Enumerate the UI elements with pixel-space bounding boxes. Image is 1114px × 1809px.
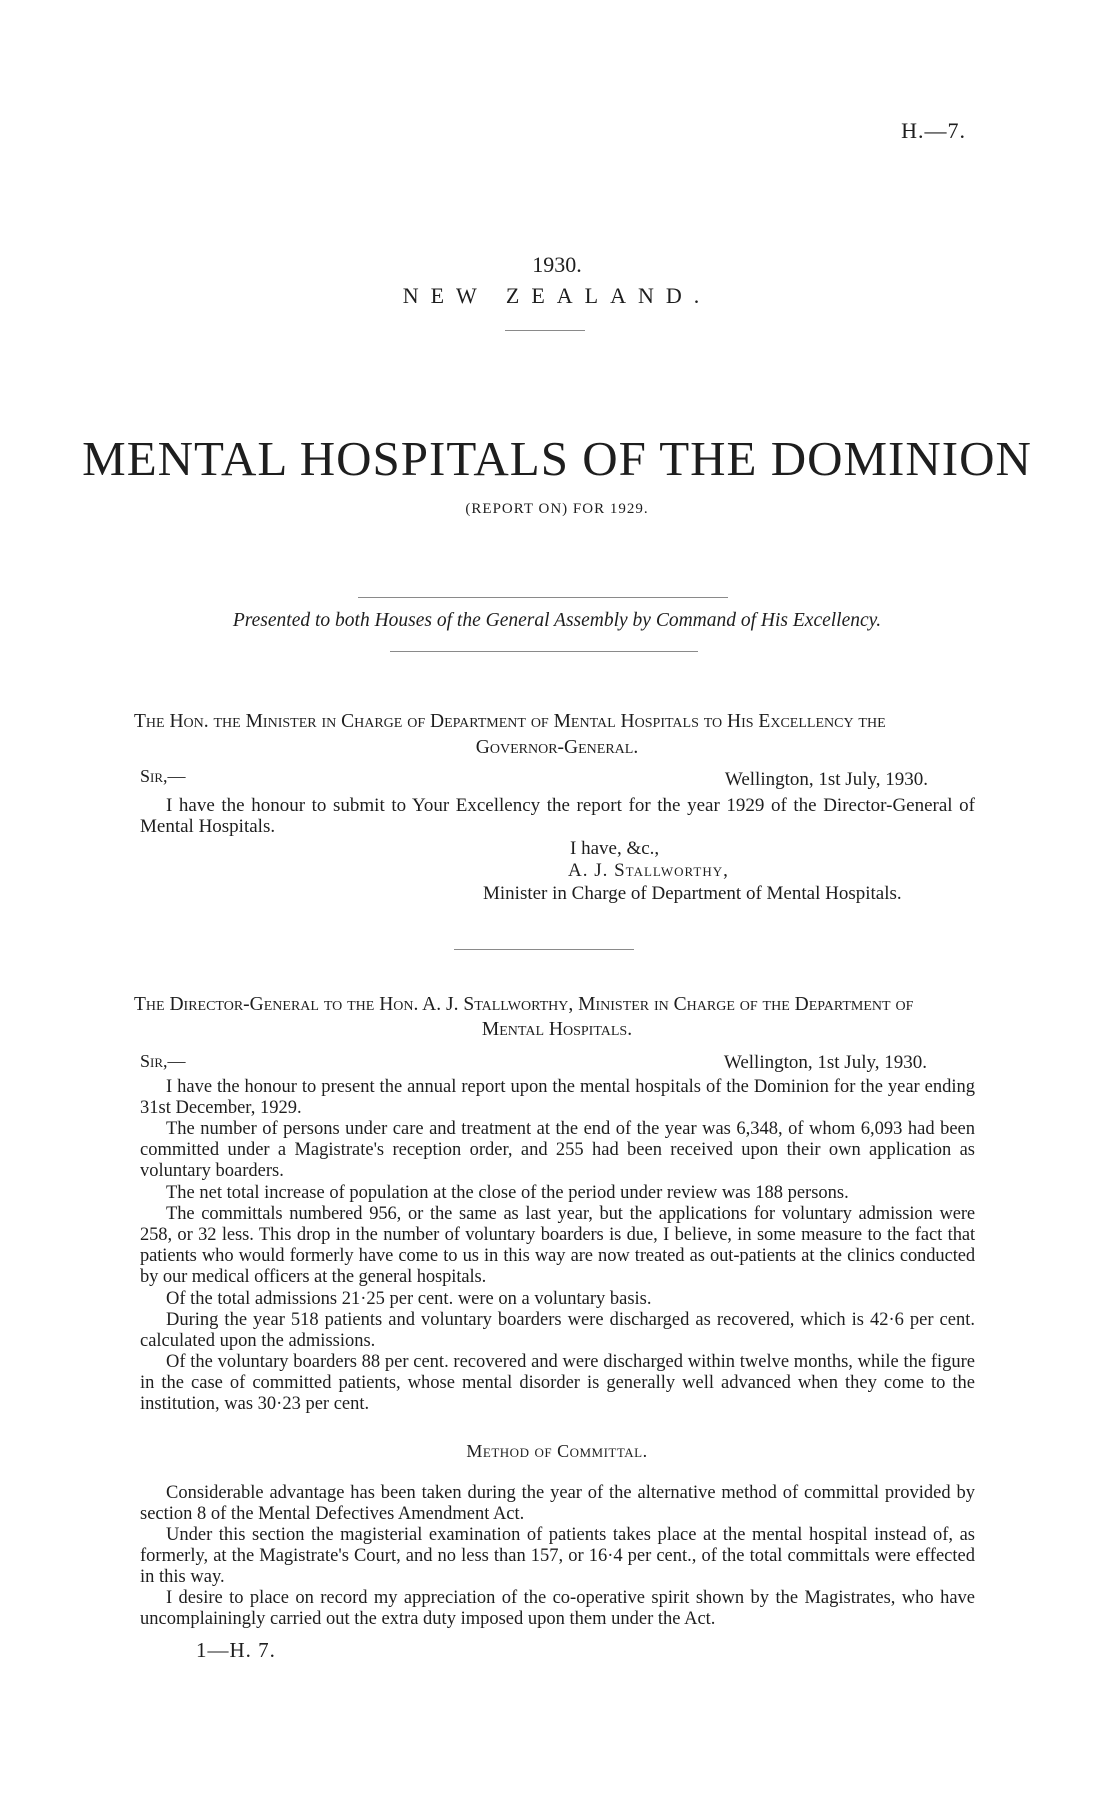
page-reference: H.—7. bbox=[901, 118, 966, 143]
main-title: MENTAL HOSPITALS OF THE DOMINION bbox=[82, 431, 1032, 486]
country-name: NEW ZEALAND. bbox=[402, 283, 712, 308]
letter1-signatory-title: Minister in Charge of Department of Mental Hospitals. bbox=[483, 883, 902, 904]
letter2-paragraph: The net total increase of population at the close of the period under review was 188 persons. bbox=[166, 1183, 849, 1203]
section-heading: Method of Committal. bbox=[466, 1441, 648, 1461]
letter2-paragraph: The number of persons under care and treatment at the end of the year was 6,348, of whom 6,093 had been committed under a Magistrate's reception order, and 255 had been received upon their own application as voluntary boarders. bbox=[140, 1119, 975, 1181]
letter1-place-date: Wellington, 1st July, 1930. bbox=[724, 769, 928, 790]
letter1-closing: I have, &c., bbox=[570, 838, 660, 859]
divider-bottom-presented bbox=[390, 651, 698, 652]
section-paragraph: Considerable advantage has been taken during the year of the alternative method of committal provided by section 8 of the Mental Defectives Amendment Act. bbox=[140, 1483, 975, 1524]
letter2-place-date: Wellington, 1st July, 1930. bbox=[723, 1052, 927, 1073]
letter2-paragraph: During the year 518 patients and voluntary boarders were discharged as recovered, which is 42·6 per cent. calculated upon the admissions. bbox=[140, 1310, 975, 1351]
letter2-heading: The Director-General to the Hon. A. J. Stallworthy, Minister in Charge of the Department of bbox=[134, 994, 914, 1015]
footer-signature: 1—H. 7. bbox=[196, 1638, 276, 1662]
letter2-paragraph: Of the voluntary boarders 88 per cent. recovered and were discharged within twelve months, while the figure in the case of committed patients, whose mental disorder is generally well advanced when they come to the institution, was 30·23 per cent. bbox=[140, 1352, 975, 1414]
letter1-body: I have the honour to submit to Your Excellency the report for the year 1929 of the Director-General of Mental Hospitals. bbox=[140, 795, 975, 837]
letter2-paragraph: The committals numbered 956, or the same as last year, but the applications for voluntary admission were 258, or 32 less. This drop in the number of voluntary boarders is due, I believe, in some measure to the fact that patients who would formerly have come to us in this way are now treated as out-patients at the clinics conducted by our medical officers at the general hospitals. bbox=[140, 1204, 975, 1287]
letter2-salutation: Sir,— bbox=[140, 1051, 186, 1071]
divider-short bbox=[505, 330, 585, 331]
letter1-salutation: Sir,— bbox=[140, 766, 186, 786]
letter1-heading: The Hon. the Minister in Charge of Department of Mental Hospitals to His Excellency the bbox=[134, 711, 886, 732]
divider-letters bbox=[454, 949, 634, 950]
section-paragraph: Under this section the magisterial examination of patients takes place at the mental hospital instead of, as formerly, at the Magistrate's Court, and no less than 157, or 16·4 per cent., of the total committals were effected in this way. bbox=[140, 1525, 975, 1587]
presented-line: Presented to both Houses of the General Assembly by Command of His Excellency. bbox=[232, 610, 882, 631]
report-year: 1930. bbox=[532, 252, 582, 277]
letter1-heading-cont: Governor-General. bbox=[475, 737, 639, 758]
letter2-heading-cont: Mental Hospitals. bbox=[481, 1019, 633, 1040]
letter2-paragraph: I have the honour to present the annual report upon the mental hospitals of the Dominion for the year ending 31st December, 1929. bbox=[140, 1077, 975, 1118]
section-paragraph: I desire to place on record my appreciation of the co-operative spirit shown by the Magistrates, who have uncomplainingly carried out the extra duty imposed upon them under the Act. bbox=[140, 1588, 975, 1629]
divider-top-presented bbox=[358, 597, 728, 598]
subtitle: (REPORT ON) FOR 1929. bbox=[465, 501, 649, 517]
letter2-paragraph: Of the total admissions 21·25 per cent. were on a voluntary basis. bbox=[166, 1289, 652, 1309]
letter1-signatory: A. J. Stallworthy, bbox=[568, 860, 729, 881]
